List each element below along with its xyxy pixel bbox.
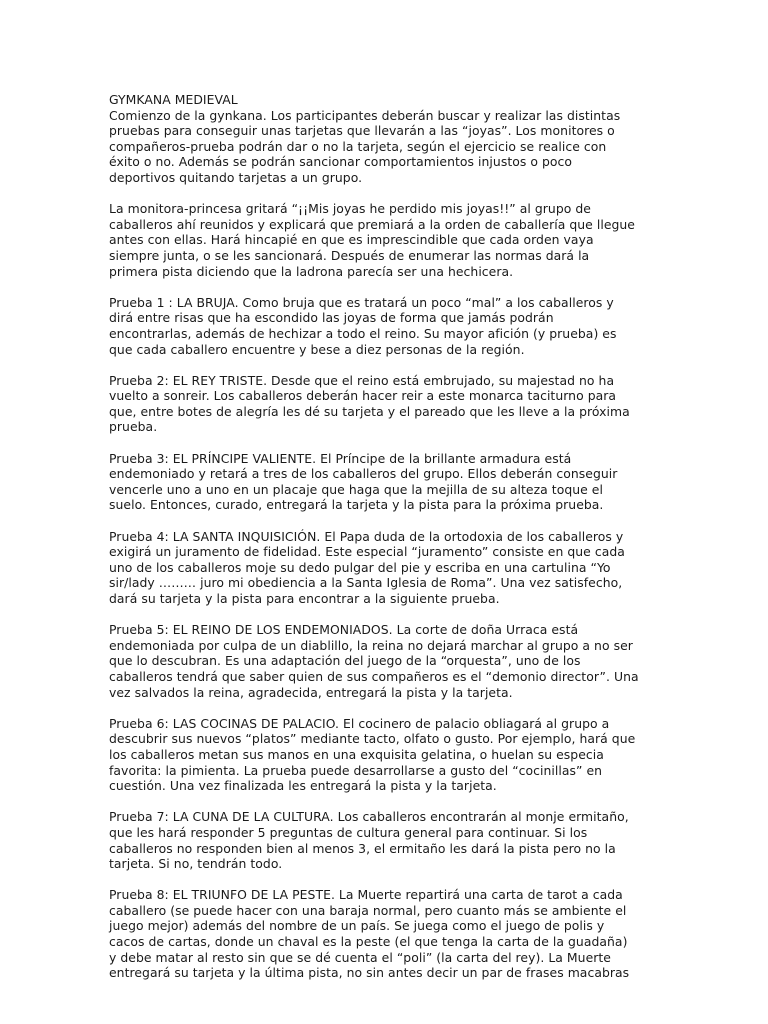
text-line: endemoniada por culpa de un diablillo, la reina no dejará marchar al grupo a no ser [109,637,633,653]
text-line: Prueba 3: EL PRÍNCIPE VALIENTE. El Príncipe de la brillante armadura está [109,450,572,466]
text-line: prueba. [109,419,158,435]
paragraph-list [109,108,669,981]
text-line: exigirá un juramento de fidelidad. Este especial “juramento” consiste en que cada [109,544,625,560]
text-line: que, entre botes de alegría les dé su tarjeta y el pareado que les lleve a la próxima [109,403,630,419]
text-line: Prueba 4: LA SANTA INQUISICIÓN. El Papa duda de la ortodoxia de los caballeros y [109,528,624,544]
text-line: Comienzo de la gynkana. Los participantes deberán buscar y realizar las distintas [109,107,621,123]
text-line: dirá entre risas que ha escondido las joyas de forma que jamás podrán [109,310,554,326]
text-line: cacos de cartas, donde un chaval es la peste (el que tenga la carta de la guadaña) [109,934,628,950]
text-line: vuelto a sonreir. Los caballeros deberán hacer reir a este monarca taciturno para [109,388,617,404]
text-line: descubrir sus nuevos “platos” mediante tacto, olfato o gusto. Por ejemplo, hará que [109,731,636,747]
text-line: caballeros no responden bien al menos 3, el ermitaño les dará la pista pero no la [109,840,616,856]
text-line: Prueba 5: EL REINO DE LOS ENDEMONIADOS. La corte de doña Urraca está [109,622,579,638]
text-line: La monitora-princesa gritará “¡¡Mis joyas he perdido mis joyas!!” al grupo de [109,201,591,217]
text-line: Prueba 1 : LA BRUJA. Como bruja que es tratará un poco “mal” a los caballeros y [109,294,614,310]
text-line: tarjeta. Si no, tendrán todo. [109,856,283,872]
text-line: caballero (se puede hacer con una baraja normal, pero cuanto más se ambiente el [109,902,627,918]
text-line: que les hará responder 5 preguntas de cultura general para continuar. Si los [109,824,588,840]
paragraph [109,716,669,794]
text-line: favorita: la pimienta. La prueba puede desarrollarse a gusto del “cocinillas” en [109,762,603,778]
text-line: compañeros-prueba podrán dar o no la tarjeta, según el ejercicio se realice con [109,138,607,154]
text-line: que cada caballero encuentre y bese a diez personas de la región. [109,341,525,357]
paragraph [109,529,669,607]
text-line: antes con ellas. Hará hincapié en que es imprescindible que cada orden vaya [109,232,594,248]
paragraph [109,809,669,871]
text-line: que lo descubran. Es una adaptación del juego de la “orquesta”, uno de los [109,653,581,669]
text-line: uno de los caballeros moje su dedo pulgar del pie y escriba en una cartulina “Yo [109,559,611,575]
text-line: vencerle uno a uno en un placaje que haga que la mejilla de su alteza toque el [109,481,603,497]
paragraph [109,622,669,700]
text-line: los caballeros metan sus manos en una exquisita gelatina, o huelan su especia [109,746,604,762]
document-title: GYMKANA MEDIEVAL [109,92,238,107]
paragraph [109,201,669,279]
text-line: Prueba 7: LA CUNA DE LA CULTURA. Los caballeros encontrarán al monje ermitaño, [109,809,629,825]
text-line: cuestión. Una vez finalizada les entregará la pista y la tarjeta. [109,778,497,794]
text-line: y debe matar al resto sin que se dé cuenta el “poli” (la carta del rey). La Muerte [109,949,611,965]
text-line: Prueba 2: EL REY TRISTE. Desde que el reino está embrujado, su majestad no ha [109,372,615,388]
text-line: juego mejor) además del nombre de un país. Se juega como el juego de polis y [109,918,605,934]
paragraph [109,451,669,513]
text-line: pruebas para conseguir unas tarjetas que llevarán a las “joyas”. Los monitores o [109,123,615,139]
document-body [109,92,669,996]
text-line: éxito o no. Además se podrán sancionar comportamientos injustos o poco [109,154,573,170]
text-line: Prueba 6: LAS COCINAS DE PALACIO. El cocinero de palacio obliagará al grupo a [109,715,610,731]
text-line: siempre junta, o se les sancionará. Después de enumerar las normas dará la [109,247,590,263]
paragraph [109,887,669,981]
text-line: deportivos quitando tarjetas a un grupo. [109,169,363,185]
text-line: suelo. Entonces, curado, entregará la tarjeta y la pista para la próxima prueba. [109,497,604,513]
text-line: endemoniado y retará a tres de los caballeros del grupo. Ellos deberán conseguir [109,466,618,482]
text-line: entregará su tarjeta y la última pista, no sin antes decir un par de frases macabras [109,965,630,981]
paragraph [109,108,669,186]
text-line: dará su tarjeta y la pista para encontrar a la siguiente prueba. [109,591,500,606]
text-line: caballeros ahí reunidos y explicará que premiará a la orden de caballería que llegue [109,216,635,232]
text-line: encontrarlas, además de hechizar a todo el reino. Su mayor afición (y prueba) es [109,325,617,341]
text-line: primera pista diciendo que la ladrona parecía ser una hechicera. [109,263,514,279]
text-line: caballeros tendrá que saber quien de sus compañeros es el “demonio director”. Una [109,668,639,684]
paragraph [109,295,669,357]
paragraph [109,373,669,435]
text-line: vez salvados la reina, agradecida, entregará la pista y la tarjeta. [109,684,513,700]
text-line: sir/lady ……… juro mi obediencia a la Santa Iglesia de Roma”. Una vez satisfecho, [109,575,623,591]
text-line: Prueba 8: EL TRIUNFO DE LA PESTE. La Muerte repartirá una carta de tarot a cada [109,887,623,903]
